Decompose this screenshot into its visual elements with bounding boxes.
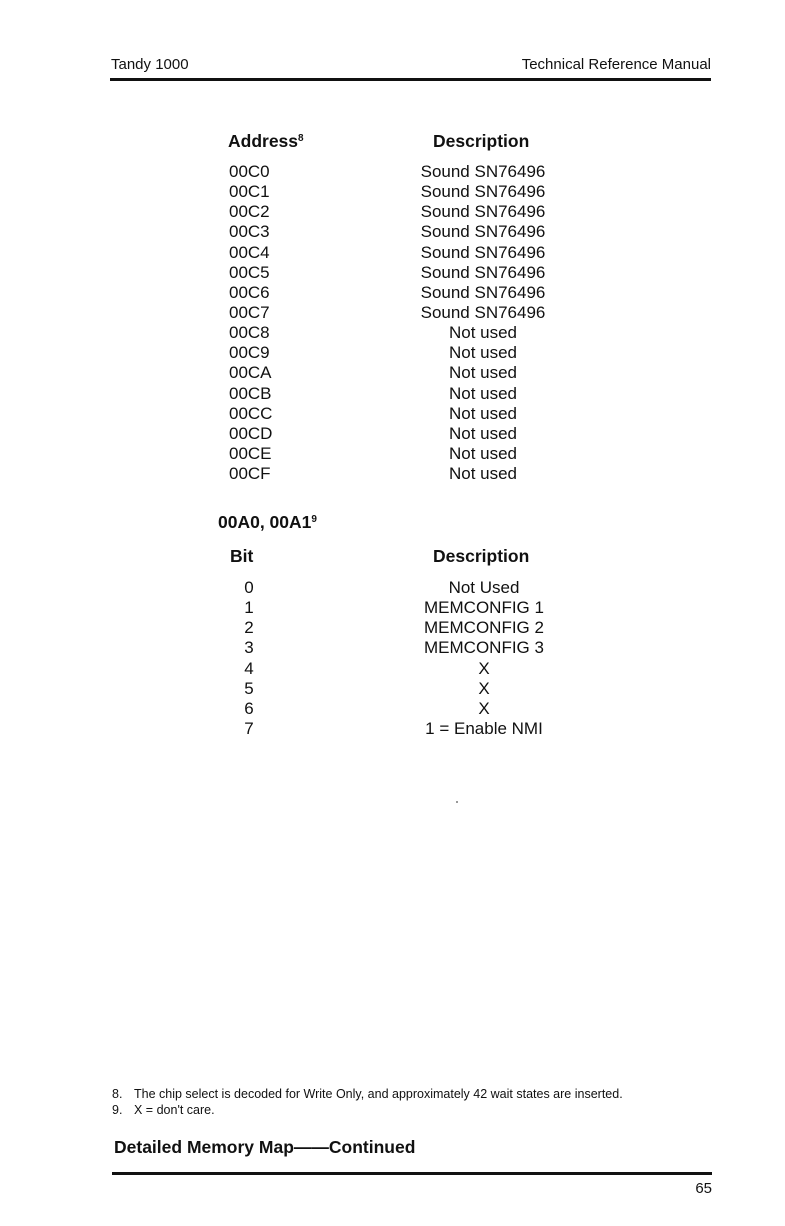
address-description-cell: Not used [448,383,518,403]
bit-description-cell: X [478,658,490,678]
address-cell: 00CE [229,443,272,463]
address-description-list [410,162,556,484]
address-cell: 00C1 [229,182,270,202]
address-cell: 00C8 [229,323,270,343]
address-description-cell: Sound SN76496 [420,222,546,242]
address-description-cell: Sound SN76496 [420,162,546,181]
running-header-left: Tandy 1000 [111,56,189,73]
address-description-cell: Sound SN76496 [420,262,546,282]
address-cell: 00C0 [229,162,270,181]
address-description-cell: Not used [448,423,518,443]
footnote-8: 8. The chip select is decoded for Write Only, and approximately 42 wait states are inserted. [112,1087,623,1101]
description-heading: Description [433,131,530,151]
bit-description-cell: MEMCONFIG 1 [424,598,544,618]
address-cell: 00CB [229,383,272,403]
scan-speck [456,801,458,803]
footnote-ref-9: 9 [311,514,317,525]
address-description-cell: Sound SN76496 [420,282,546,302]
bit-cell: 7 [244,718,254,738]
bit-heading: Bit [230,546,254,566]
header-rule [110,78,711,81]
address-cell: 00CF [229,464,271,484]
address-description-cell: Not used [448,464,518,484]
bit-description-list [402,578,566,739]
address-description-cell: Sound SN76496 [420,202,546,222]
bit-list [238,578,260,739]
running-header-right: Technical Reference Manual [521,56,711,73]
address-heading: Address$^8$ [228,131,304,151]
bit-description-cell: Not Used [448,578,520,597]
address-cell: 00C4 [229,242,270,262]
address-cell: 00C6 [229,282,270,302]
address-description-cell: Sound SN76496 [420,242,546,262]
address-cell: 00C7 [229,302,270,322]
address-description-cell: Not used [448,443,518,463]
page-number: 65 [695,1180,712,1197]
bit-description-cell: MEMCONFIG 3 [424,638,544,658]
bit-description-cell: 1 = Enable NMI [425,718,543,738]
address-cell: 00C9 [229,343,270,363]
bit-cell: 5 [244,678,254,698]
bit-cell: 2 [244,618,254,638]
bit-cell: 4 [244,658,254,678]
address-cell: 00C3 [229,222,270,242]
footnote-9: 9. X = don't care. [112,1103,215,1117]
bit-description-cell: MEMCONFIG 2 [424,618,544,638]
address-description-cell: Sound SN76496 [420,302,546,322]
bit-cell: 3 [244,638,254,658]
address-cell: 00CC [229,403,273,423]
address-description-cell: Sound SN76496 [420,182,546,202]
bit-cell: 6 [244,698,254,718]
address-cell: 00C2 [229,202,270,222]
address-list [229,162,309,484]
footer-rule [112,1172,712,1175]
bit-description-cell: X [478,698,490,718]
bit-description-heading: Description [433,546,530,566]
bit-description-cell: X [478,678,490,698]
bit-cell: 1 [244,598,254,618]
address-description-cell: Not used [448,343,518,363]
bit-cell: 0 [244,578,254,597]
footnote-ref-8: 8 [298,133,304,144]
address-description-cell: Not used [448,363,518,383]
continued-caption: Detailed Memory Map——Continued [114,1137,416,1157]
address-description-cell: Not used [448,323,518,343]
address-description-cell: Not used [448,403,518,423]
bit-section-title: 00A0, $00A1^9$ [218,512,317,532]
address-cell: 00C5 [229,262,270,282]
address-cell: 00CA [229,363,272,383]
address-cell: 00CD [229,423,273,443]
